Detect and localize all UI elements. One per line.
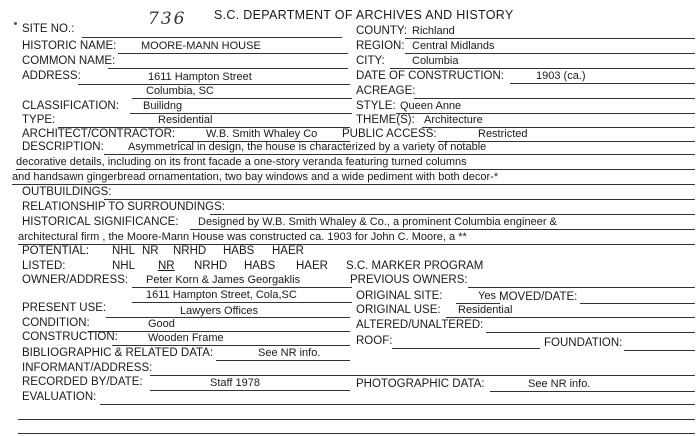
address-line1-value: 1611 Hampton Street: [148, 71, 252, 83]
altered-line: [486, 332, 695, 333]
theme-label: THEME(S):: [356, 114, 415, 126]
site-number-handwritten: 736: [148, 9, 187, 29]
region-line: [405, 53, 695, 54]
city-line: [390, 68, 695, 69]
significance-line2: architectural firm , the Moore-Mann House was constructed ca. 1903 for John C. Moore, a **: [18, 231, 467, 243]
city-label: CITY:: [356, 55, 385, 67]
relationship-line: [210, 214, 695, 215]
owner-line1-rule: [132, 287, 352, 288]
description-line3: and handsawn gingerbread ornamentation, two bay windows and a wide pediment with both decor-*: [12, 171, 499, 183]
potential-nhl: NHL: [112, 245, 136, 257]
condition-label: CONDITION:: [22, 317, 90, 329]
acreage-line: [414, 98, 695, 99]
potential-nr: NR: [142, 245, 159, 257]
informant-line: [150, 375, 695, 376]
significance-label: HISTORICAL SIGNIFICANCE:: [22, 216, 179, 228]
listed-nrhd: NRHD: [194, 260, 228, 272]
present-use-value: Lawyers Offices: [180, 305, 259, 317]
agency-title: S.C. DEPARTMENT OF ARCHIVES AND HISTORY: [214, 8, 514, 22]
description-line1: Asymmetrical in design, the house is characterized by a variety of notable: [128, 141, 487, 153]
date-construction-value: 1903 (ca.): [536, 70, 586, 82]
type-value: Residential: [158, 114, 213, 126]
listed-label: LISTED:: [22, 260, 66, 272]
recorded-by-value: Staff 1978: [210, 377, 260, 389]
relationship-label: RELATIONSHIP TO SURROUNDINGS:: [22, 201, 225, 213]
historic-name-value: MOORE-MANN HOUSE: [141, 40, 261, 52]
construction-value: Wooden Frame: [148, 332, 224, 344]
moved-date-label: MOVED/DATE:: [499, 291, 578, 303]
bibliographic-line: [216, 360, 350, 361]
date-construction-label: DATE OF CONSTRUCTION:: [356, 70, 505, 82]
photographic-data-value: See NR info.: [528, 378, 591, 390]
scan-speck: [14, 22, 17, 25]
altered-label: ALTERED/UNALTERED:: [356, 319, 484, 331]
site-no-label: SITE NO.:: [22, 23, 75, 35]
significance-line1: Designed by W.B. Smith Whaley & Co., a prominent Columbia engineer &: [198, 216, 557, 228]
evaluation-line2: [18, 419, 695, 420]
type-label: TYPE:: [22, 114, 56, 126]
region-label: REGION:: [356, 40, 405, 52]
owner-line1-value: Peter Korn & James Georgaklis: [146, 274, 301, 286]
bibliographic-value: See NR info.: [258, 347, 321, 359]
description-rule3: [12, 184, 695, 185]
architect-label: ARCHITECT/CONTRACTOR:: [22, 128, 176, 140]
potential-nrhd: NRHD: [173, 245, 207, 257]
potential-habs: HABS: [223, 245, 255, 257]
original-use-line: [446, 317, 695, 318]
evaluation-line3: [18, 433, 695, 434]
foundation-label: FOUNDATION:: [544, 337, 623, 349]
theme-line: [422, 127, 695, 128]
classification-label: CLASSIFICATION:: [22, 100, 119, 112]
present-use-line: [106, 317, 350, 318]
common-name-label: COMMON NAME:: [22, 55, 116, 67]
bibliographic-label: BIBLIOGRAPHIC & RELATED DATA:: [22, 347, 214, 359]
public-access-label: PUBLIC ACCESS:: [342, 128, 437, 140]
public-access-value: Restricted: [478, 128, 528, 140]
outbuildings-line: [104, 199, 695, 200]
listed-habs: HABS: [244, 260, 276, 272]
historic-name-line: [118, 53, 348, 54]
evaluation-line1: [100, 404, 695, 405]
original-site-label: ORIGINAL SITE:: [356, 290, 443, 302]
condition-value: Good: [148, 318, 175, 330]
marker-program-label: S.C. MARKER PROGRAM: [346, 260, 484, 272]
county-line: [405, 38, 695, 39]
previous-owners-line: [468, 287, 695, 288]
previous-owners-label: PREVIOUS OWNERS:: [350, 274, 468, 286]
informant-label: INFORMANT/ADDRESS:: [22, 362, 153, 374]
theme-value: Architecture: [424, 114, 483, 126]
address-line2-value: Columbia, SC: [146, 85, 214, 97]
county-label: COUNTY:: [356, 25, 408, 37]
listed-nr: NR: [158, 260, 175, 272]
original-use-label: ORIGINAL USE:: [356, 304, 441, 316]
outbuildings-label: OUTBUILDINGS:: [22, 186, 112, 198]
style-label: STYLE:: [356, 100, 396, 112]
address-line2-line: [132, 98, 352, 99]
original-site-value: Yes: [478, 290, 496, 302]
present-use-label: PRESENT USE:: [22, 302, 107, 314]
historic-name-label: HISTORIC NAME:: [22, 40, 117, 52]
roof-line: [392, 348, 540, 349]
address-label: ADDRESS:: [22, 70, 81, 82]
description-rule1: [104, 154, 695, 155]
address-line1-line: [78, 84, 350, 85]
date-construction-line: [510, 83, 695, 84]
listed-nhl: NHL: [112, 260, 136, 272]
description-line2: decorative details, including on its front facade a one-story veranda featuring turned columns: [16, 156, 467, 168]
potential-haer: HAER: [272, 245, 304, 257]
description-rule2: [16, 169, 695, 170]
owner-label: OWNER/ADDRESS:: [22, 274, 129, 286]
potential-label: POTENTIAL:: [22, 245, 90, 257]
city-value: Columbia: [412, 55, 459, 67]
recorded-by-line: [150, 390, 350, 391]
evaluation-label: EVALUATION:: [22, 391, 97, 403]
photographic-data-line: [490, 391, 695, 392]
roof-label: ROOF:: [356, 335, 393, 347]
owner-line2-rule: [132, 302, 352, 303]
classification-value: Builidng: [143, 100, 183, 112]
acreage-label: ACREAGE:: [356, 85, 416, 97]
common-name-line: [108, 68, 348, 69]
construction-label: CONSTRUCTION:: [22, 331, 118, 343]
moved-date-line: [580, 303, 695, 304]
style-value: Queen Anne: [400, 100, 462, 112]
foundation-line: [624, 350, 695, 351]
owner-line2-value: 1611 Hampton Street, Cola,SC: [146, 289, 297, 301]
original-use-value: Residential: [458, 304, 513, 316]
description-label: DESCRIPTION:: [22, 141, 104, 153]
significance-rule1: [190, 229, 695, 230]
region-value: Central Midlands: [412, 40, 495, 52]
listed-haer: HAER: [296, 260, 328, 272]
recorded-by-label: RECORDED BY/DATE:: [22, 376, 143, 388]
photographic-data-label: PHOTOGRAPHIC DATA:: [356, 378, 485, 390]
county-value: Richland: [412, 25, 455, 37]
architect-value: W.B. Smith Whaley Co: [206, 128, 318, 140]
site-no-line: [82, 37, 342, 38]
construction-line: [112, 345, 350, 346]
